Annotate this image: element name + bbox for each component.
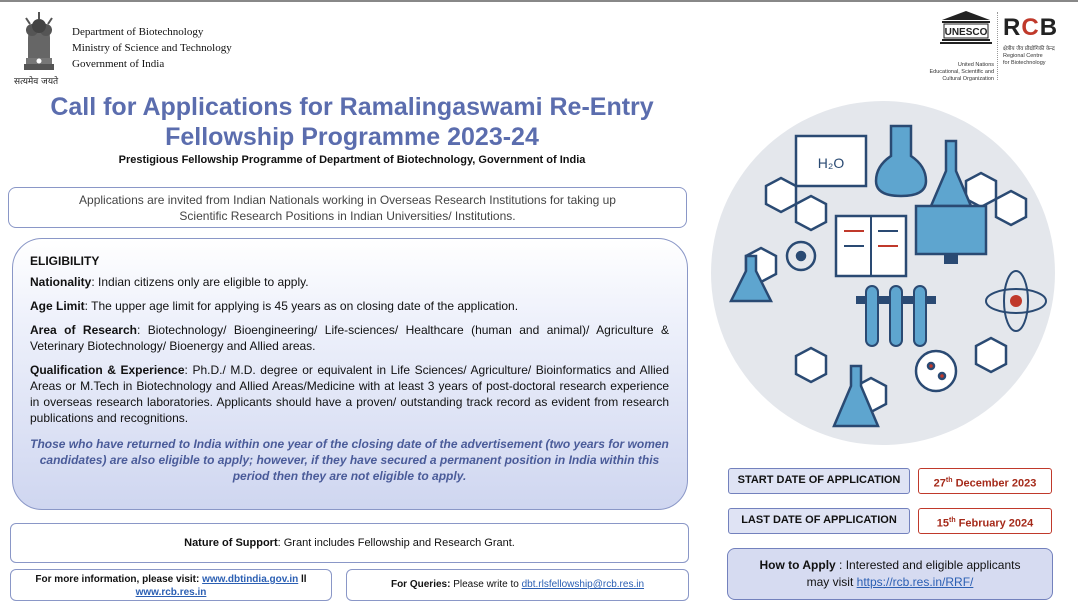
item-label: Area of Research bbox=[30, 323, 137, 337]
title-line: Call for Applications for Ramalingaswami Re-Entry bbox=[50, 93, 654, 121]
last-date-value bbox=[918, 508, 1052, 534]
intro-box bbox=[8, 187, 687, 228]
start-month-year: December 2023 bbox=[952, 477, 1037, 490]
support-label: Nature of Support bbox=[184, 537, 278, 549]
item-text: : Biotechnology/ Bioengineering/ Life-sciences/ Healthcare (human and animal)/ Agriculture & Veterinary Biotechnology/ Bioenergy and Allied areas. bbox=[30, 323, 669, 353]
more-info-label: For more information, please visit: bbox=[35, 574, 203, 585]
intro-line: Scientific Research Positions in Indian Universities/ Institutions. bbox=[179, 209, 516, 223]
page-title bbox=[18, 92, 686, 152]
rcb-wordmark bbox=[1003, 14, 1075, 42]
intro-line: Applications are invited from Indian Nationals working in Overseas Research Institutions for taking up bbox=[79, 193, 616, 207]
dept-line: Department of Biotechnology bbox=[72, 26, 204, 38]
dbt-website-link[interactable]: www.dbtindia.gov.in bbox=[202, 574, 299, 585]
unesco-line: United Nations bbox=[957, 62, 994, 68]
rcb-caption bbox=[1003, 46, 1075, 67]
eligibility-item bbox=[30, 298, 669, 314]
rcb-line: Regional Centre bbox=[1003, 53, 1043, 59]
dept-line: Ministry of Science and Technology bbox=[72, 42, 232, 54]
rcb-logo-block bbox=[1003, 14, 1075, 84]
item-text: : Indian citizens only are eligible to apply. bbox=[91, 275, 309, 289]
unesco-line: Educational, Scientific and bbox=[929, 69, 994, 75]
unesco-wordmark: UNESCO bbox=[944, 27, 988, 38]
queries-text: Please write to bbox=[453, 579, 522, 590]
support-text: : Grant includes Fellowship and Research Grant. bbox=[277, 537, 515, 549]
rcb-letter: B bbox=[1039, 14, 1059, 41]
item-text: : The upper age limit for applying is 45 years as on closing date of the application. bbox=[84, 299, 519, 313]
page-subtitle: Prestigious Fellowship Programme of Department of Biotechnology, Government of India bbox=[118, 154, 586, 166]
apply-url-link[interactable]: https://rcb.res.in/RRF/ bbox=[856, 575, 974, 589]
emblem-caption: सत्यमेव जयते bbox=[14, 77, 59, 87]
item-label: Qualification & Experience bbox=[30, 363, 185, 377]
national-emblem-icon bbox=[14, 8, 64, 84]
apply-label: How to Apply bbox=[759, 558, 836, 572]
eligibility-item bbox=[30, 362, 669, 426]
last-month-year: February 2024 bbox=[955, 517, 1034, 530]
queries-label: For Queries: bbox=[390, 579, 454, 590]
item-text: : Ph.D./ M.D. degree or equivalent in Life Sciences/ Agriculture/ Bioinformatics and Allied Areas or M.Tech in Biotechnology and Allied Areas/Medicine with at least 3 years of post-doctoral research experience in overseas research laboratories. Applicants should have a proven/ outstanding track record as evident from research publications and recognitions. bbox=[30, 363, 669, 425]
item-label: Nationality bbox=[30, 275, 92, 289]
unesco-caption bbox=[929, 62, 994, 83]
eligibility-box bbox=[12, 238, 688, 510]
start-day: 27 bbox=[933, 477, 946, 490]
rcb-website-link[interactable]: www.rcb.res.in bbox=[135, 587, 207, 598]
test-tubes-icon bbox=[856, 286, 936, 346]
start-day-suffix: th bbox=[945, 477, 953, 484]
how-to-apply-box bbox=[727, 548, 1053, 600]
rcb-letter: R bbox=[1003, 14, 1022, 41]
dept-line: Government of India bbox=[72, 58, 165, 70]
item-label: Age Limit bbox=[30, 299, 85, 313]
rcb-letter: C bbox=[1021, 14, 1040, 41]
unesco-temple-icon bbox=[938, 10, 994, 44]
book-icon bbox=[836, 216, 906, 276]
eligibility-note: Those who have returned to India within one year of the closing date of the advertisement (two years for women candidates) are also eligible to apply; however, if they have secured a permanent position in India within this period then they are not eligible to apply. bbox=[30, 437, 669, 483]
last-day: 15 bbox=[936, 517, 949, 530]
h2o-label: H₂O bbox=[817, 155, 845, 171]
query-email-link[interactable]: dbt.rlsfellowship@rcb.res.in bbox=[521, 579, 645, 590]
apply-text: : Interested and eligible applicants bbox=[835, 558, 1021, 572]
department-block bbox=[72, 24, 232, 72]
last-day-suffix: th bbox=[948, 517, 956, 524]
unesco-line: Cultural Organization bbox=[942, 76, 994, 82]
more-info-box bbox=[10, 569, 332, 601]
top-border bbox=[0, 0, 1078, 2]
eligibility-heading: ELIGIBILITY bbox=[30, 254, 100, 268]
science-illustration bbox=[706, 96, 1060, 450]
queries-box bbox=[346, 569, 689, 601]
start-date-value bbox=[918, 468, 1052, 494]
rcb-line: क्षेत्रीय जैव प्रौद्योगिकी केन्द्र bbox=[1003, 46, 1055, 52]
start-date-label: START DATE OF APPLICATION bbox=[728, 468, 910, 494]
unesco-logo-block bbox=[910, 10, 994, 80]
h2o-board-icon bbox=[796, 136, 866, 186]
apply-prefix: may visit bbox=[806, 575, 857, 589]
support-box bbox=[10, 523, 689, 563]
eligibility-item bbox=[30, 322, 669, 354]
title-line: Fellowship Programme 2023-24 bbox=[165, 123, 539, 151]
link-separator: ll bbox=[298, 574, 307, 585]
rcb-line: for Biotechnology bbox=[1003, 60, 1046, 66]
last-date-label: LAST DATE OF APPLICATION bbox=[728, 508, 910, 534]
logo-divider bbox=[997, 12, 998, 80]
petri-dish-icon bbox=[916, 351, 956, 391]
eligibility-item bbox=[30, 274, 669, 290]
